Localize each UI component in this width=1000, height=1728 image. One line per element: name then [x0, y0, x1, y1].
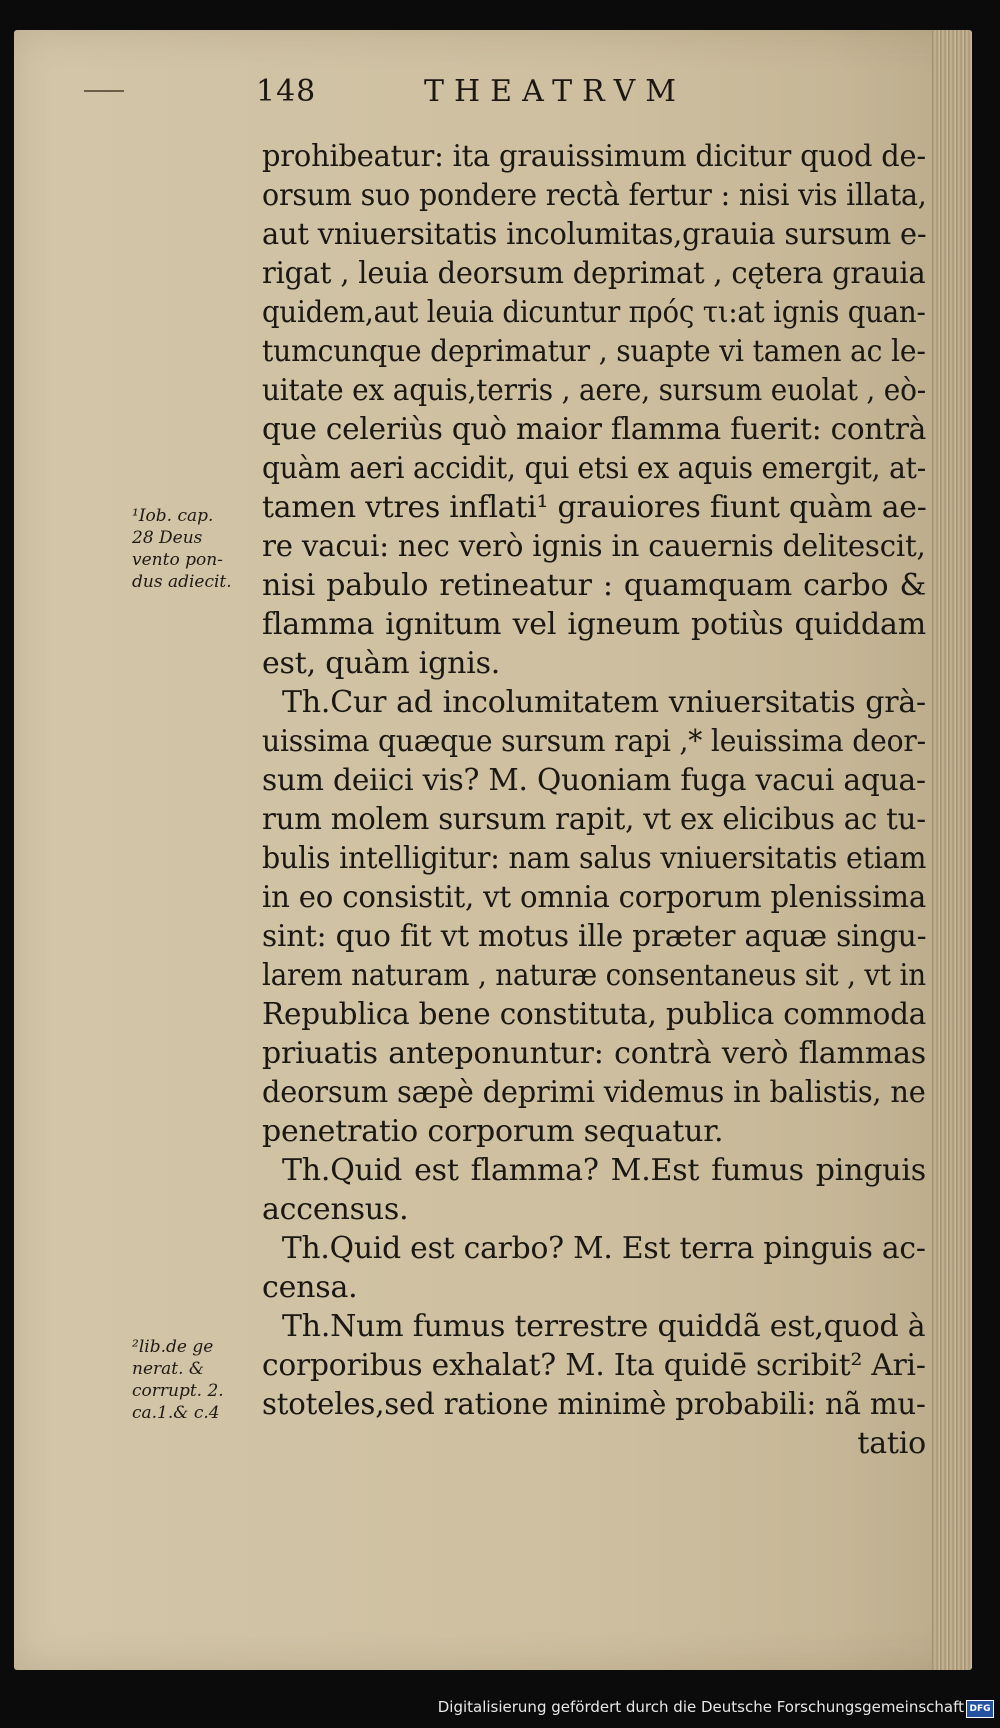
text-line: que celeriùs quò maior flamma fuerit: contrà: [262, 412, 927, 447]
text-line: Th.Quid est flamma? M.Est fumus pinguis: [282, 1153, 926, 1188]
margin-note-aristotle: [132, 1336, 260, 1424]
footer-credit: Digitalisierung gefördert durch die Deutsche Forschungsgemeinschaft: [437, 1698, 964, 1716]
text-line: censa.: [262, 1270, 358, 1305]
running-title: THEATRVM: [424, 74, 687, 109]
page-number: 148: [256, 74, 317, 109]
text-line: deorsum sæpè deprimi videmus in balistis, ne: [262, 1075, 926, 1110]
text-line: est, quàm ignis.: [262, 646, 501, 681]
text-line: Th.Num fumus terrestre quiddã est,quod à: [281, 1309, 926, 1344]
text-line: prohibeatur: ita grauissimum dicitur quod de-: [262, 139, 926, 174]
margin-note-line: 28 Deus: [132, 528, 203, 548]
text-line: aut vniuersitatis incolumitas,grauia sursum e-: [262, 217, 927, 252]
text-line: Th.Quid est carbo? M. Est terra pinguis ac-: [281, 1231, 926, 1266]
margin-note-line: ca.1.& c.4: [132, 1403, 220, 1423]
text-line: sum deiici vis? M. Quoniam fuga vacui aqua-: [262, 763, 926, 798]
text-line: accensus.: [262, 1192, 409, 1227]
text-line: tumcunque deprimatur , suapte vi tamen ac le-: [262, 334, 926, 369]
text-line: orsum suo pondere rectà fertur : nisi vis illata,: [262, 178, 927, 213]
text-line: rum molem sursum rapit, vt ex elicibus ac tu-: [262, 802, 926, 837]
text-line: quàm aeri accidit, qui etsi ex aquis emergit, at-: [262, 451, 926, 486]
text-line: re vacui: nec verò ignis in cauernis delitescit,: [262, 529, 926, 564]
margin-note-line: dus adiecit.: [132, 572, 232, 592]
text-line: rigat , leuia deorsum deprimat , cętera grauia: [262, 256, 926, 291]
text-line: larem naturam , naturæ consentaneus sit , vt in: [262, 958, 926, 993]
text-line: quidem,aut leuia dicuntur πρός τι:at ignis quan-: [262, 295, 926, 330]
text-line: Th.Cur ad incolumitatem vniuersitatis grà-: [282, 685, 926, 720]
text-line: corporibus exhalat? M. Ita quidē scribit² Ari-: [262, 1348, 926, 1383]
text-line: in eo consistit, vt omnia corporum plenissima: [262, 880, 927, 915]
margin-note-line: corrupt. 2.: [132, 1381, 224, 1401]
digitization-footer: [0, 1694, 1000, 1724]
text-line: bulis intelligitur: nam salus vniuersitatis etiam: [262, 841, 927, 876]
margin-rule-mark: [84, 90, 124, 92]
catchword: tatio: [857, 1426, 926, 1461]
text-line: uitate ex aquis,terris , aere, sursum euolat , eò-: [262, 373, 927, 408]
text-line: flamma ignitum vel igneum potiùs quiddam: [262, 607, 926, 642]
text-line: stoteles,sed ratione minimè probabili: nã mu-: [262, 1387, 926, 1422]
margin-note-line: nerat. &: [132, 1359, 205, 1379]
dfg-logo-icon: DFG: [966, 1700, 994, 1718]
text-line: priuatis anteponuntur: contrà verò flammas: [262, 1036, 926, 1071]
text-line: uissima quæque sursum rapi ,* leuissima deor-: [262, 724, 926, 759]
page-header: [248, 72, 868, 112]
margin-note-line: ¹Iob. cap.: [132, 506, 214, 526]
text-line: nisi pabulo retineatur : quamquam carbo &: [262, 568, 926, 603]
margin-note-line: vento pon-: [132, 550, 223, 570]
margin-note-job: [132, 505, 260, 593]
text-line: tamen vtres inflati¹ grauiores fiunt quàm ae-: [262, 490, 927, 525]
text-line: Republica bene constituta, publica commoda: [262, 997, 927, 1032]
page-edge: [932, 30, 972, 1670]
text-line: sint: quo fit vt motus ille præter aquæ singu-: [262, 919, 927, 954]
margin-note-line: ²lib.de ge: [132, 1337, 214, 1357]
text-line: penetratio corporum sequatur.: [262, 1114, 724, 1149]
main-text-block: [262, 137, 926, 1463]
